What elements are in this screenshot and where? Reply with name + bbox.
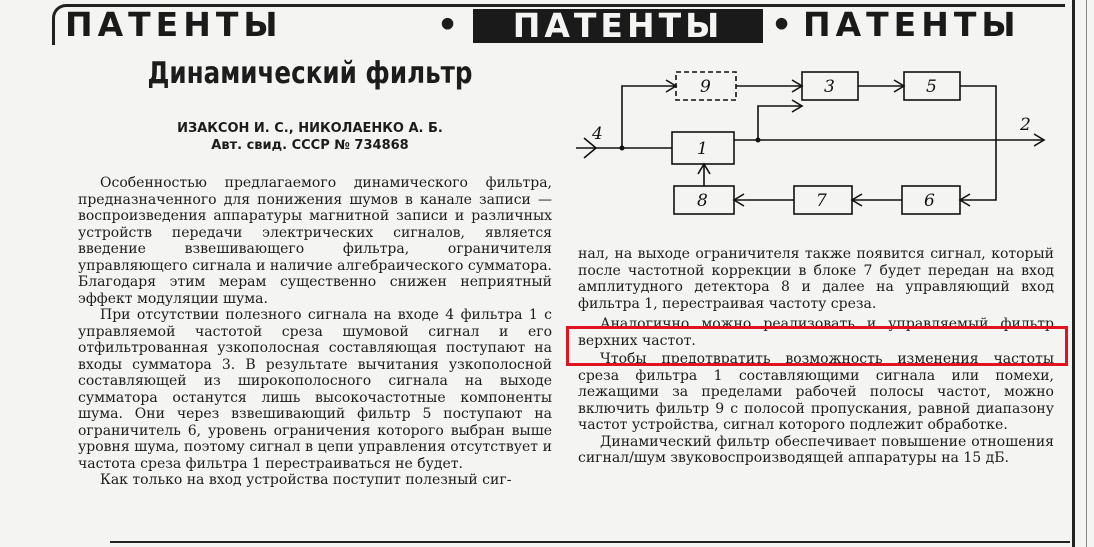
block-7-label: 7 bbox=[816, 191, 827, 211]
block-9-label: 9 bbox=[700, 77, 711, 97]
banner-word-left: ПАТЕНТЫ bbox=[65, 5, 283, 44]
left-column bbox=[78, 175, 552, 489]
output-label: 2 bbox=[1020, 115, 1031, 135]
paragraph: Динамический фильтр обеспечивает повышение отношения сигнал/шум звуковоспроизводящей аппаратуры на 15 дБ. bbox=[578, 433, 1054, 466]
paragraph: Как только на вход устройства поступит полезный сиг- bbox=[100, 472, 512, 488]
page-edge-rule-thin bbox=[1086, 0, 1087, 547]
paragraph: При отсутствии полезного сигнала на входе 4 фильтра 1 с управляемой частотой среза шумовой сигнал и его отфильтрованная узкополосная составляющая поступают на входы сумматора 3. В результате вычитания узкополосной составляющей из широкополосного сигнала на выходе сумматора останутся лишь высокочастотные компоненты шума. Они через взвешивающий фильтр 5 поступают на ограничитель 6, уровень ограничения которого выбран выше уровня шума, поэтому сигнал в цепи управления отсутствует и частота среза фильтра 1 перестраиваться не будет. bbox=[78, 307, 552, 472]
block-8-label: 8 bbox=[697, 191, 708, 211]
article-authors bbox=[60, 120, 560, 154]
block-6-label: 6 bbox=[924, 191, 935, 211]
block-5-label: 5 bbox=[926, 77, 937, 97]
banner-separator-right: • bbox=[771, 5, 798, 44]
article-title: Динамический фильтр bbox=[147, 56, 473, 91]
patents-banner bbox=[52, 4, 1065, 45]
banner-word-center: ПАТЕНТЫ bbox=[473, 9, 763, 43]
highlighted-paragraph: Аналогично можно реализовать и управляемый фильтр верхних частот. bbox=[578, 316, 1054, 349]
line-1-3 bbox=[758, 106, 802, 140]
certificate-number: Авт. свид. СССР № 734868 bbox=[211, 138, 409, 153]
banner-separator-left: • bbox=[437, 5, 464, 44]
banner-word-right: ПАТЕНТЫ bbox=[803, 5, 1021, 44]
block-3-label: 3 bbox=[824, 77, 835, 97]
paragraph: нал, на выходе ограничителя также появится сигнал, который после частотной коррекции в блоке 7 будет передан на вход амплитудного детектора 8 и далее на управляющий вход фильтра 1, перестраивая частоту среза. bbox=[578, 246, 1054, 312]
input-label: 4 bbox=[592, 124, 603, 144]
block-1-label: 1 bbox=[697, 139, 708, 159]
block-diagram-svg bbox=[576, 66, 1056, 238]
line-to-9 bbox=[622, 86, 676, 148]
block-diagram bbox=[576, 66, 1056, 238]
highlight-box bbox=[566, 326, 1068, 366]
paragraph: Чтобы предотвратить возможность изменения частоты среза фильтра 1 составляющими сигнала или помехи, лежащими за пределами рабочей полосы частот, можно включить фильтр 9 с полосой пропускания, равной диапазону частот устройства, сигнал которого подлежит обработке. bbox=[578, 351, 1054, 433]
paragraph: Особенностью предлагаемого динамического фильтра, предназначенного для понижения шумов в канале записи — воспроизведения аппаратуры магнитной записи и различных устройств передачи электрических сигналов, является введение взвешивающего фильтра, ограничителя управляющего сигнала и наличие алгебраического сумматора. Благодаря этим мерам существенно снижен неприятный эффект модуляции шума. bbox=[78, 175, 552, 307]
bottom-rule bbox=[110, 541, 1070, 543]
line-5-6 bbox=[960, 86, 996, 200]
page-edge-rule bbox=[1072, 0, 1075, 547]
authors-names: ИЗАКСОН И. С., НИКОЛАЕНКО А. Б. bbox=[177, 121, 443, 136]
